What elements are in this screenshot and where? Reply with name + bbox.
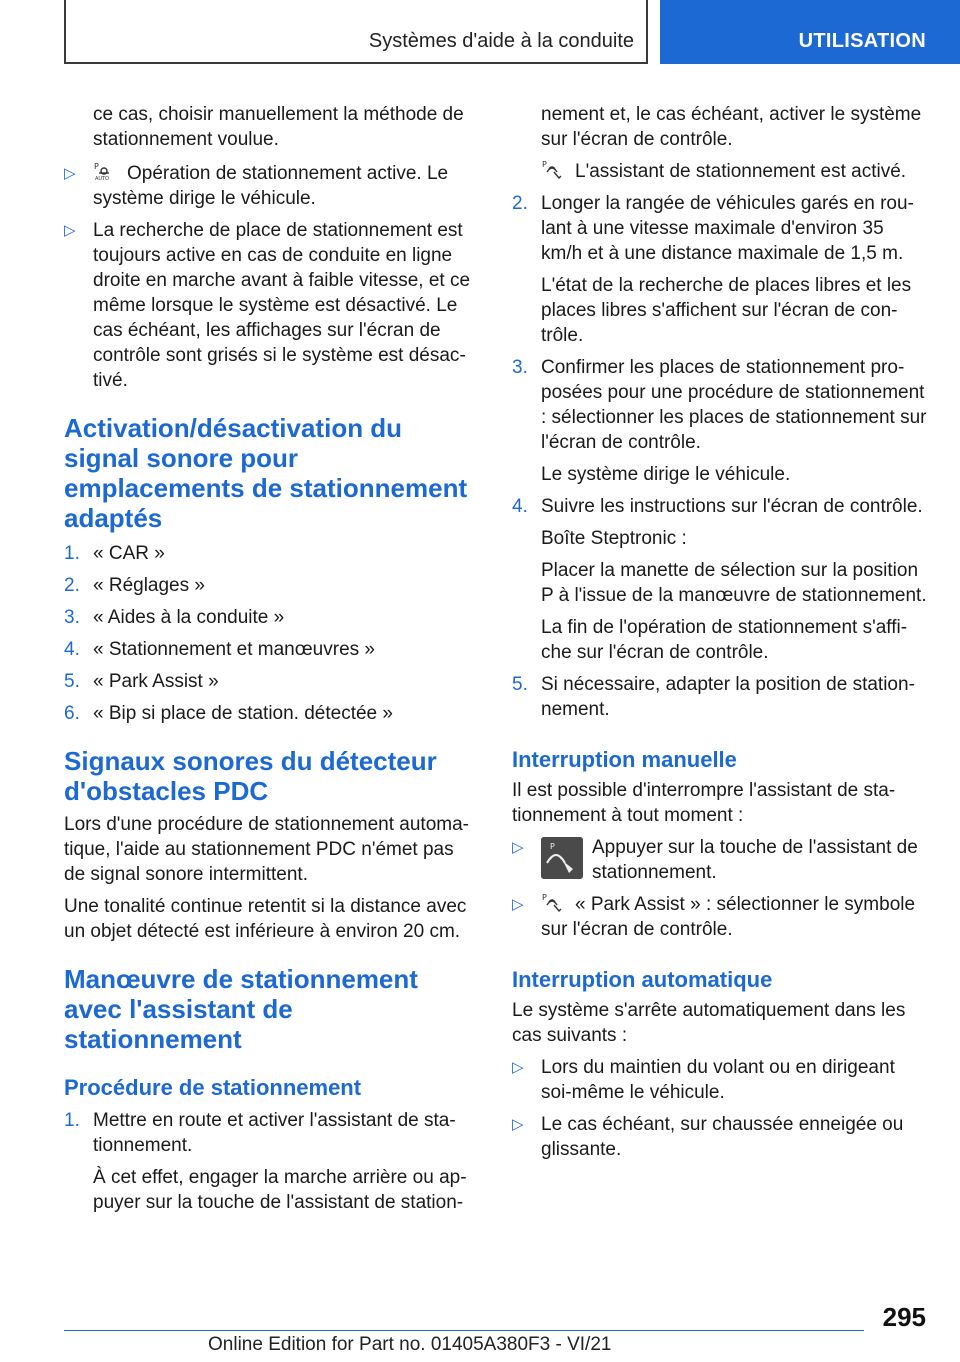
step-text: « Park Assist »: [93, 671, 219, 692]
continued-text: nement et, le cas échéant, activer le système sur l'écran de contrôle.: [541, 104, 922, 150]
bullet-marker: ▷: [64, 165, 76, 182]
footer-divider: [64, 1330, 864, 1331]
header-title-box: [64, 0, 648, 64]
step-text: Mettre en route et activer l'assistant de stationnement.: [93, 1110, 456, 1156]
step-text: « CAR »: [93, 543, 165, 564]
svg-text:P: P: [542, 160, 547, 169]
list-item: [512, 892, 928, 942]
step-text: Suivre les instructions sur l'écran de contrôle.: [541, 496, 923, 517]
footer-edition: Online Edition for Part no. 01405A380F3 - VI/21: [208, 1334, 612, 1355]
section-label: UTILISATION: [798, 30, 926, 52]
step-number: 5.: [64, 671, 80, 692]
step-number: 1.: [64, 543, 80, 564]
heading-signaux: Signaux sonores du détecteur d'obstacles PDC: [64, 746, 437, 806]
bullet-marker: ▷: [512, 839, 524, 856]
list-item-text: La recherche de place de stationnement est toujours active en cas de conduite en ligne droite en marche avant à faible vitesse, et ce même lorsque le système est désactivé. Le cas échéant, les affichages sur l'écran de contrôle sont grisés si le système est désactivé.: [93, 220, 471, 391]
header-section-tab: [660, 0, 960, 64]
list-item-text: Lors du maintien du volant ou en dirigeant soi-même le véhicule.: [541, 1057, 895, 1103]
list-item-text: Le cas échéant, sur chaussée enneigée ou glissante.: [541, 1114, 904, 1160]
step-text: Longer la rangée de véhicules garés en roulant à une vitesse maximale d'environ 35 km/h et à une distance maximale de 1,5 m.: [541, 193, 914, 264]
heading-interruption-automatique: Interruption automatique: [512, 967, 773, 992]
page-header-title: Systèmes d'aide à la conduite: [368, 30, 634, 52]
list-item-text: Appuyer sur la touche de l'assistant de stationnement.: [592, 837, 918, 883]
step-detail: Boîte Steptronic :: [541, 528, 687, 549]
heading-activation: Activation/désactivation du signal sonore pour emplacements de stationnement adaptés: [64, 413, 468, 533]
step-text: Si nécessaire, adapter la position de stationnement.: [541, 674, 915, 720]
paragraph: Le système s'arrête automatiquement dans les cas suivants :: [512, 1000, 906, 1046]
step-detail: À cet effet, engager la marche arrière ou appuyer sur la touche de l'assistant de station-: [93, 1167, 467, 1213]
step-number: 3.: [64, 607, 80, 628]
step-text: « Bip si place de station. détectée »: [93, 703, 393, 724]
step-item: [64, 1108, 476, 1158]
step-number: 1.: [64, 1110, 80, 1131]
park-assist-icon: [541, 159, 563, 179]
step-item: [64, 637, 476, 662]
bullet-marker: ▷: [512, 1116, 524, 1133]
right-column: [512, 102, 928, 1162]
step-number: 5.: [512, 674, 528, 695]
paragraph: Lors d'une procédure de stationnement automatique, l'aide au stationnement PDC n'émet pas de signal sonore intermittent.: [64, 814, 469, 885]
bullet-marker: ▷: [512, 1059, 524, 1076]
heading-interruption-manuelle: Interruption manuelle: [512, 747, 737, 772]
step-number: 2.: [512, 193, 528, 214]
step-number: 6.: [64, 703, 80, 724]
step-item: [64, 701, 476, 726]
icon-line: [512, 159, 928, 184]
park-assist-auto-icon: [93, 161, 115, 181]
svg-text:P: P: [550, 842, 555, 851]
step-number: 2.: [64, 575, 80, 596]
step-item: [512, 355, 928, 455]
step-item: [64, 573, 476, 598]
heading-manoeuvre: Manœuvre de stationnement avec l'assistant de stationnement: [64, 964, 418, 1054]
step-detail: L'état de la recherche de places libres et les places libres s'affichent sur l'écran de contrôle.: [541, 275, 912, 346]
step-number: 4.: [64, 639, 80, 660]
list-item: [512, 1055, 928, 1105]
list-item-text: « Park Assist » : sélectionner le symbole sur l'écran de contrôle.: [541, 894, 916, 940]
svg-text:P: P: [542, 893, 547, 902]
paragraph: Une tonalité continue retentit si la distance avec un objet détecté est inférieure à environ 20 cm.: [64, 896, 467, 942]
step-item: [64, 669, 476, 694]
step-item: [512, 494, 928, 519]
list-item: [512, 835, 928, 885]
step-detail: Le système dirige le véhicule.: [541, 464, 791, 485]
list-item: [512, 1112, 928, 1162]
list-item-text: Opération de stationnement active. Le système dirige le véhicule.: [93, 163, 449, 209]
step-number: 3.: [512, 357, 528, 378]
list-item: [64, 161, 476, 211]
step-text: Confirmer les places de stationnement proposées pour une procédure de stationnement : sélectionner les places de stationnement sur l'écran de contrôle.: [541, 357, 927, 453]
left-column: [64, 102, 476, 1215]
step-text: « Aides à la conduite »: [93, 607, 285, 628]
park-assist-icon: [541, 892, 563, 912]
page-number: 295: [882, 1302, 926, 1332]
step-detail: Placer la manette de sélection sur la position P à l'issue de la manœuvre de stationnement.: [541, 560, 927, 606]
continued-text: ce cas, choisir manuellement la méthode de stationnement voulue.: [93, 104, 464, 150]
steps-list: [64, 541, 476, 726]
step-text: « Réglages »: [93, 575, 205, 596]
icon-line-text: L'assistant de stationnement est activé.: [575, 161, 907, 182]
paragraph: Il est possible d'interrompre l'assistant de stationnement à tout moment :: [512, 780, 896, 826]
step-item: [512, 191, 928, 266]
step-item: [64, 605, 476, 630]
park-assist-button-icon: [541, 837, 583, 879]
svg-text:AUTO: AUTO: [95, 176, 110, 181]
list-item: [64, 218, 476, 393]
step-number: 4.: [512, 496, 528, 517]
step-detail: La fin de l'opération de stationnement s'affiche sur l'écran de contrôle.: [541, 617, 908, 663]
heading-procedure: Procédure de stationnement: [64, 1075, 362, 1100]
step-item: [512, 672, 928, 722]
bullet-marker: ▷: [64, 222, 76, 239]
svg-text:P: P: [94, 162, 99, 171]
step-item: [64, 541, 476, 566]
step-text: « Stationnement et manœuvres »: [93, 639, 375, 660]
bullet-marker: ▷: [512, 896, 524, 913]
